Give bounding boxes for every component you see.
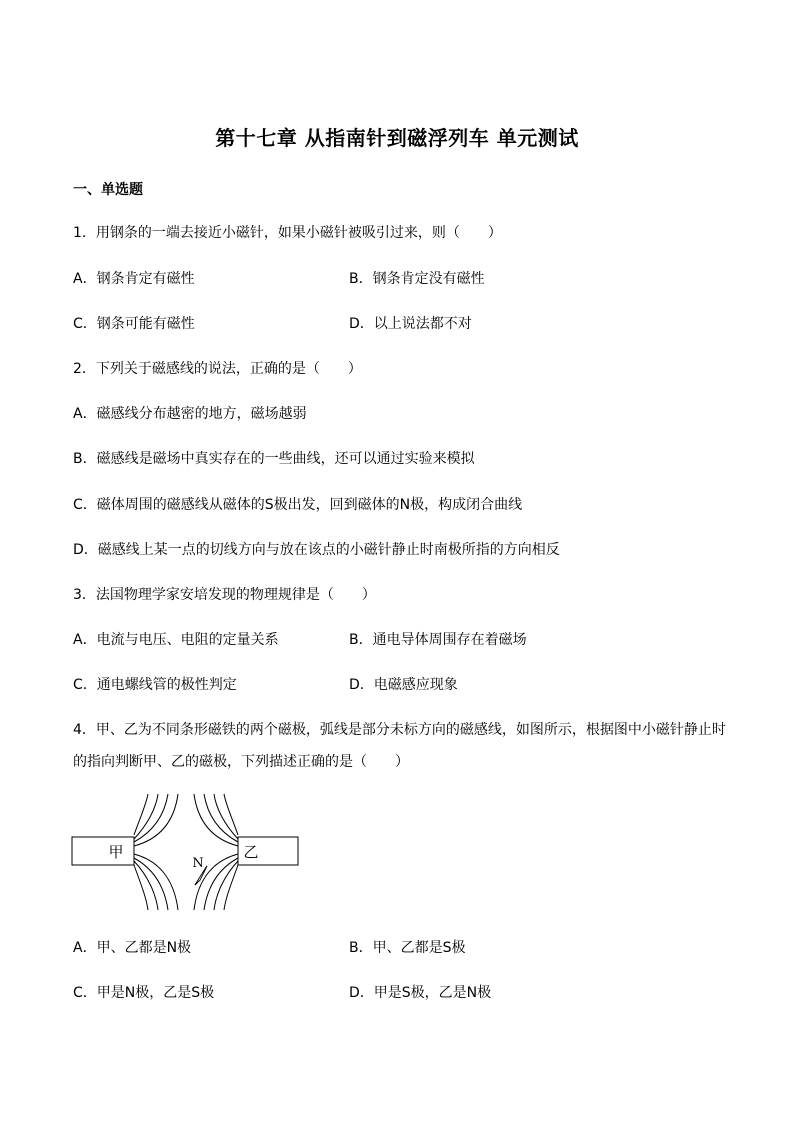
- field-line: [134, 861, 158, 910]
- question-4-stem-line-2: 的指向判断甲、乙的磁极，下列描述正确的是（ ）: [73, 754, 409, 770]
- question-1-option-c[interactable]: C．钢条可能有磁性: [73, 316, 195, 332]
- question-1-option-a[interactable]: A．钢条肯定有磁性: [73, 271, 195, 287]
- field-line: [204, 794, 238, 842]
- field-line: [214, 861, 238, 910]
- question-3-option-d[interactable]: D．电磁感应现象: [349, 677, 458, 693]
- field-line: [134, 865, 148, 910]
- field-line: [204, 858, 238, 910]
- question-4-option-b[interactable]: B．甲、乙都是S极: [349, 940, 466, 956]
- page-title: 第十七章 从指南针到磁浮列车 单元测试: [215, 126, 579, 150]
- question-2-option-d[interactable]: D．磁感线上某一点的切线方向与放在该点的小磁针静止时南极所指的方向相反: [73, 542, 560, 558]
- field-line: [134, 794, 168, 842]
- question-3-stem: 3．法国物理学家安培发现的物理规律是（ ）: [73, 587, 376, 603]
- question-1-stem: 1．用钢条的一端去接近小磁针，如果小磁针被吸引过来，则（ ）: [73, 225, 502, 241]
- question-1-option-d[interactable]: D．以上说法都不对: [349, 316, 472, 332]
- question-4-option-a[interactable]: A．甲、乙都是N极: [73, 940, 192, 956]
- field-line: [134, 858, 168, 910]
- question-3-option-c[interactable]: C．通电螺线管的极性判定: [73, 677, 237, 693]
- right-magnet-label: 乙: [243, 843, 259, 861]
- question-2-stem: 2．下列关于磁感线的说法，正确的是（ ）: [73, 361, 362, 377]
- question-4-stem-line-1: 4．甲、乙为不同条形磁铁的两个磁极，弧线是部分未标方向的磁感线，如图所示，根据图中小磁针静止时: [73, 722, 726, 738]
- left-magnet-label: 甲: [108, 843, 124, 861]
- field-line: [224, 794, 238, 835]
- question-3-option-a[interactable]: A．电流与电压、电阻的定量关系: [73, 632, 279, 648]
- question-2-option-c[interactable]: C．磁体周围的磁感线从磁体的S极出发，回到磁体的N极，构成闭合曲线: [73, 497, 523, 513]
- left-magnet: [72, 837, 134, 865]
- question-2-option-b[interactable]: B．磁感线是磁场中真实存在的一些曲线，还可以通过实验来模拟: [73, 451, 475, 467]
- field-line: [224, 865, 238, 910]
- magnetic-field-figure: [70, 790, 302, 914]
- question-4-option-c[interactable]: C．甲是N极，乙是S极: [73, 985, 215, 1001]
- question-4-option-d[interactable]: D．甲是S极，乙是N极: [349, 985, 492, 1001]
- question-3-option-b[interactable]: B．通电导体周围存在着磁场: [349, 632, 527, 648]
- section-heading: 一、单选题: [73, 182, 143, 198]
- question-1-option-b[interactable]: B．钢条肯定没有磁性: [349, 271, 485, 287]
- field-line: [134, 794, 148, 835]
- needle-n-label: N: [192, 856, 204, 871]
- question-2-option-a[interactable]: A．磁感线分布越密的地方，磁场越弱: [73, 406, 307, 422]
